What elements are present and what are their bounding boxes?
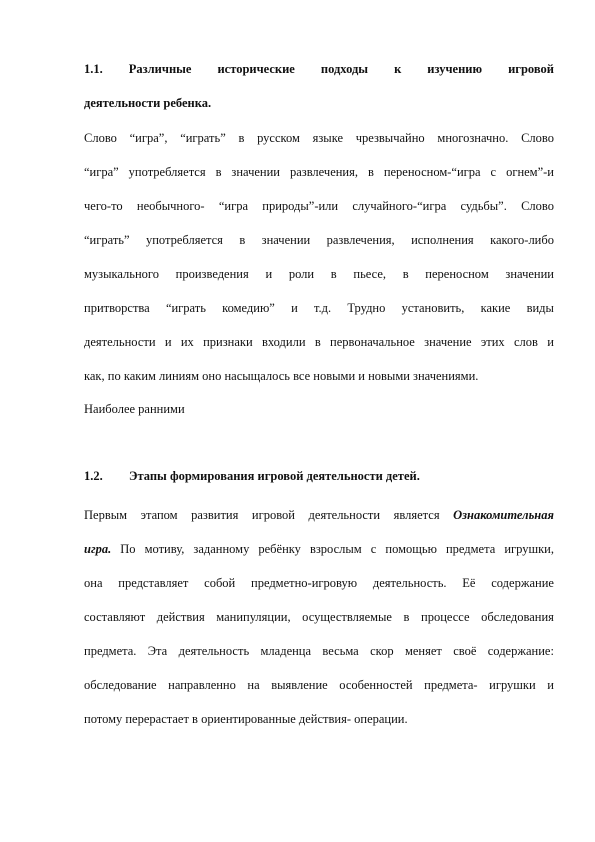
word: обследование <box>84 678 157 692</box>
word: развития <box>191 508 239 522</box>
word: виды <box>526 301 554 315</box>
word: и <box>291 301 298 315</box>
word: развлечения, <box>326 233 395 247</box>
word: в <box>402 267 409 281</box>
word: этапом <box>140 508 178 522</box>
word: “играть <box>165 301 206 315</box>
word: Её <box>462 576 476 590</box>
word: значении <box>231 165 280 179</box>
word: значении <box>261 233 311 247</box>
paragraph-line <box>84 677 554 693</box>
word: “игра <box>218 199 248 213</box>
word: меняет <box>404 644 442 658</box>
heading-word: игровой <box>508 62 554 76</box>
word: какого-либо <box>490 233 554 247</box>
word: ребёнку <box>258 542 301 556</box>
word: чрезвычайно <box>355 131 425 145</box>
word: с <box>490 165 497 179</box>
heading-word: изучению <box>427 62 483 76</box>
word: в <box>330 267 337 281</box>
word: в <box>403 610 410 624</box>
word: на <box>247 678 260 692</box>
heading-line-1 <box>84 61 554 77</box>
word: переносном <box>425 267 489 281</box>
word: установить, <box>401 301 465 315</box>
word: мотиву, <box>144 542 185 556</box>
heading-word: исторические <box>217 62 295 76</box>
word: в <box>215 165 222 179</box>
word: Первым <box>84 508 128 522</box>
word: “играть” <box>84 233 130 247</box>
word: действия <box>156 610 205 624</box>
word: произведения <box>175 267 249 281</box>
word: взрослым <box>309 542 362 556</box>
word: значение <box>424 335 472 349</box>
word: русском <box>257 131 300 145</box>
word: содержание <box>491 576 554 590</box>
word: манипуляции, <box>216 610 291 624</box>
heading-number: 1.2. <box>84 469 103 483</box>
paragraph-line <box>84 541 554 557</box>
word: Эта <box>147 644 168 658</box>
term-emphasis: игра. <box>84 542 112 556</box>
word: игровой <box>251 508 295 522</box>
word: в <box>367 165 374 179</box>
word: Слово <box>84 131 117 145</box>
word: является <box>393 508 440 522</box>
paragraph-line <box>84 643 554 659</box>
word: употребляется <box>145 233 223 247</box>
word: деятельности <box>84 335 156 349</box>
word: в <box>239 233 246 247</box>
word: этих <box>480 335 505 349</box>
word: употребляется <box>128 165 206 179</box>
word: выявление <box>271 678 328 692</box>
paragraph-line: Наиболее ранними <box>84 402 185 416</box>
heading-word: к <box>394 62 402 76</box>
heading-number: 1.1. <box>84 62 103 76</box>
paragraph-line <box>84 232 554 248</box>
paragraph-line <box>84 507 554 523</box>
word: в <box>314 335 321 349</box>
word: развлечения, <box>289 165 358 179</box>
word: “игра” <box>84 165 119 179</box>
heading-title: Этапы формирования игровой деятельности детей. <box>129 469 420 483</box>
word: особенностей <box>339 678 413 692</box>
heading-word: Различные <box>128 62 192 76</box>
word: предмета <box>445 542 496 556</box>
word: представляет <box>118 576 189 590</box>
word: игрушки <box>489 678 536 692</box>
word: своё <box>453 644 477 658</box>
word: помощью <box>385 542 437 556</box>
word: процессе <box>421 610 470 624</box>
paragraph-line: как, по каким линиям оно насыщалось все новыми и новыми значениями. <box>84 369 479 383</box>
word: исполнения <box>411 233 474 247</box>
word: природы”-или <box>262 199 339 213</box>
heading-word: подходы <box>320 62 369 76</box>
word: слов <box>513 335 538 349</box>
word: комедию” <box>222 301 275 315</box>
word: младенца <box>260 644 312 658</box>
word: пьесе, <box>353 267 386 281</box>
word: значении <box>505 267 554 281</box>
paragraph-line <box>84 609 554 625</box>
word: и <box>547 678 554 692</box>
word: языке <box>312 131 344 145</box>
word: входили <box>261 335 306 349</box>
word: и <box>164 335 172 349</box>
word: По <box>120 542 136 556</box>
term-emphasis: Ознакомительная <box>453 508 554 522</box>
word: необычного- <box>136 199 205 213</box>
word: заданному <box>193 542 250 556</box>
word: “игра”, <box>129 131 168 145</box>
heading-line <box>84 468 554 484</box>
word: признаки <box>203 335 253 349</box>
word: предметно-игровую <box>251 576 358 590</box>
word: предмета. <box>84 644 137 658</box>
word: случайного-“игра <box>352 199 447 213</box>
paragraph-line <box>84 575 554 591</box>
word: т.д. <box>314 301 332 315</box>
word: “играть” <box>180 131 226 145</box>
word: скор <box>370 644 394 658</box>
word: деятельность. <box>372 576 447 590</box>
word: первоначальное <box>330 335 415 349</box>
word: Трудно <box>347 301 386 315</box>
paragraph-line <box>84 198 554 214</box>
word: Слово <box>521 199 554 213</box>
word: и <box>265 267 273 281</box>
word: их <box>180 335 194 349</box>
word: переносном-“игра <box>383 165 481 179</box>
word: музыкального <box>84 267 159 281</box>
word: она <box>84 576 103 590</box>
paragraph-line <box>84 130 554 146</box>
paragraph-line <box>84 300 554 316</box>
word: огнем”-и <box>506 165 554 179</box>
word: игрушки, <box>504 542 554 556</box>
word: притворства <box>84 301 150 315</box>
word: многозначно. <box>437 131 509 145</box>
word: Слово <box>521 131 554 145</box>
word: и <box>547 335 554 349</box>
word: чего-то <box>84 199 123 213</box>
paragraph-line <box>84 266 554 282</box>
word: составляют <box>84 610 146 624</box>
word: предмета- <box>424 678 478 692</box>
word: судьбы”. <box>460 199 507 213</box>
word: в <box>238 131 245 145</box>
word: весьма <box>322 644 359 658</box>
paragraph-line <box>84 334 554 350</box>
word: деятельности <box>308 508 381 522</box>
word: обследования <box>481 610 554 624</box>
word: содержание: <box>487 644 554 658</box>
word: направленно <box>168 678 236 692</box>
word: осуществляемые <box>302 610 392 624</box>
word: какие <box>480 301 511 315</box>
word: роли <box>288 267 315 281</box>
word: деятельность <box>178 644 250 658</box>
word: с <box>370 542 377 556</box>
paragraph-line: потому перерастает в ориентированные действия- операции. <box>84 712 408 726</box>
word: собой <box>204 576 236 590</box>
paragraph-line <box>84 164 554 180</box>
heading-line-2: деятельности ребенка. <box>84 96 212 110</box>
